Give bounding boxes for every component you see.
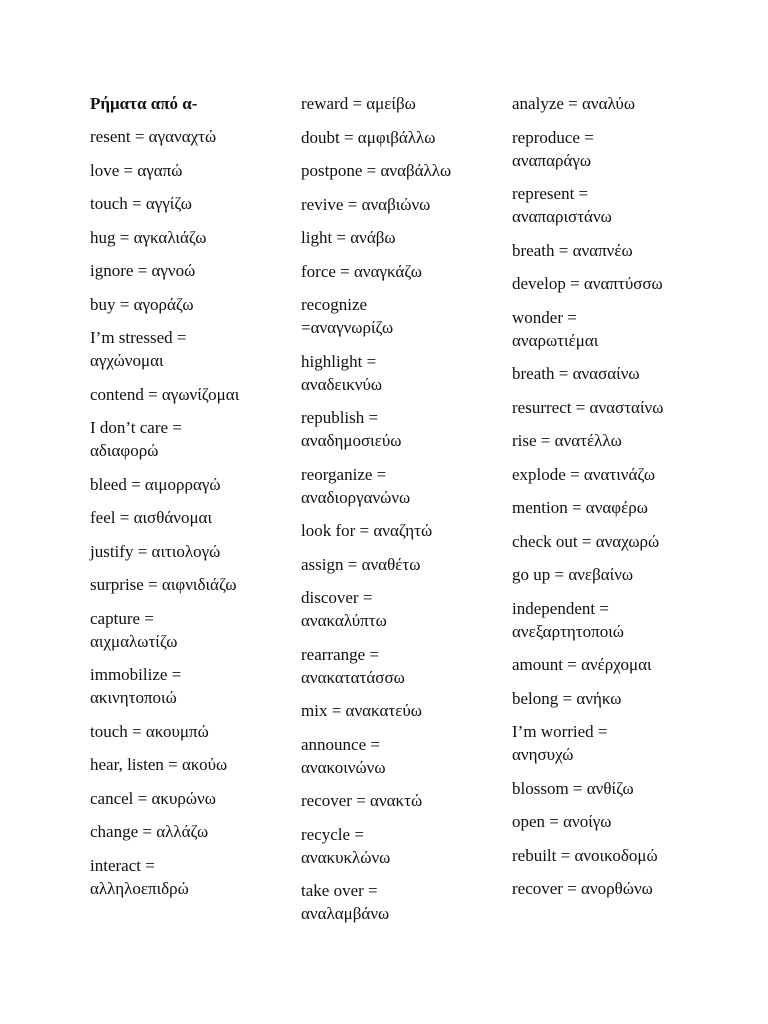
vocab-entry [512,877,712,900]
vocab-entry-line: love = αγαπώ [90,160,183,180]
vocab-entry [90,820,290,843]
vocab-entry [301,406,501,452]
vocab-entry [90,573,290,596]
vocab-entry-line: republish = [301,408,379,427]
vocab-entry [512,272,712,295]
vocab-entry-line: rearrange = [301,644,380,664]
vocab-entry-line: touch = αγγίζω [90,194,192,213]
vocab-entry-line: discover = [301,588,373,607]
vocabulary-column-1 [90,92,290,910]
vocab-entry-line: blossom = ανθίζω [512,778,634,798]
vocab-entry-line: independent = [512,598,609,618]
vocab-entry-line: breath = ανασαίνω [512,364,640,383]
vocab-entry-line: amount = ανέρχομαι [512,655,652,674]
vocab-entry [301,92,501,115]
vocab-entry-line: mention = αναφέρω [512,498,648,517]
vocab-entry-line: hear, listen = ακούω [90,755,228,774]
vocab-entry [90,473,290,496]
vocab-entry-continuation: ανεξαρτητοποιώ [512,621,624,641]
vocab-entry-line: reward = αμείβω [301,94,416,113]
vocab-entry [512,362,712,385]
vocab-entry-line: announce = [301,734,380,754]
vocab-entry-line: highlight = [301,351,377,371]
vocab-entry-line: capture = [90,608,154,628]
vocab-entry [512,810,712,833]
vocab-entry [301,260,501,283]
vocab-entry-line: feel = αισθάνομαι [90,508,213,527]
vocab-entry-line: buy = αγοράζω [90,294,194,314]
vocab-entry-line: I don’t care = [90,418,182,437]
vocab-entry [301,879,501,925]
vocab-entry-continuation: αλληλοεπιδρώ [90,878,189,898]
vocab-entry-continuation: =αναγνωρίζω [301,318,394,337]
vocab-entry [90,416,290,462]
vocab-entry [512,563,712,586]
vocab-entry [512,720,712,766]
vocab-entry-line: go up = ανεβαίνω [512,565,634,584]
vocab-entry [512,126,712,172]
vocab-entry-line: belong = ανήκω [512,688,622,708]
vocab-entry [301,226,501,249]
vocab-entry [301,553,501,576]
vocab-entry-line: develop = αναπτύσσω [512,274,663,293]
vocab-entry [512,687,712,710]
vocab-entry [301,643,501,689]
vocab-entry-line: reorganize = [301,464,387,484]
vocab-entry-line: contend = αγωνίζομαι [90,384,240,404]
vocab-entry-line: reproduce = [512,127,594,147]
vocab-entry [301,293,501,339]
vocab-entry-line: check out = αναχωρώ [512,531,660,551]
vocab-entry [90,540,290,563]
vocab-entry [512,777,712,800]
vocab-entry [301,193,501,216]
vocab-entry-continuation: ανακατατάσσω [301,667,405,687]
vocab-entry-continuation: αναπαράγω [512,150,592,170]
vocab-entry [90,854,290,900]
vocab-entry-line: rebuilt = ανοικοδομώ [512,845,658,865]
vocab-entry-continuation: ανησυχώ [512,745,574,764]
vocab-entry [90,259,290,282]
vocab-entry-line: take over = [301,881,378,900]
vocab-entry-continuation: αναδεικνύω [301,374,383,394]
vocab-entry-continuation: ανακοινώνω [301,757,386,777]
vocabulary-column-3 [512,92,712,911]
vocab-entry [90,159,290,182]
vocab-entry-continuation: αδιαφορώ [90,441,159,460]
vocab-entry-line: bleed = αιμορραγώ [90,474,221,494]
vocab-entry [301,733,501,779]
vocab-entry [512,496,712,519]
vocab-entry-continuation: ακινητοποιώ [90,688,177,707]
vocab-entry [301,519,501,542]
vocabulary-column-2 [301,92,501,936]
vocab-entry-line: immobilize = [90,665,182,684]
vocab-entry [512,306,712,352]
vocab-entry-continuation: ανακαλύπτω [301,611,387,630]
vocab-entry [90,663,290,709]
vocab-entry-line: recycle = [301,824,364,844]
vocab-entry-line: change = αλλάζω [90,822,209,841]
vocab-entry [90,607,290,653]
vocab-entry-line: surprise = αιφνιδιάζω [90,575,237,594]
vocab-entry-line: force = αναγκάζω [301,261,422,281]
vocab-entry [301,159,501,182]
vocab-entry-continuation: αναπαριστάνω [512,207,612,226]
vocab-entry [90,192,290,215]
vocab-entry [90,226,290,249]
vocab-entry-continuation: αναδημοσιεύω [301,431,402,450]
vocab-entry [512,653,712,676]
vocab-entry-line: rise = ανατέλλω [512,431,622,450]
vocab-entry [90,753,290,776]
vocab-entry [301,823,501,869]
vocab-entry [301,350,501,396]
vocab-entry [512,429,712,452]
vocab-entry-line: touch = ακουμπώ [90,721,209,741]
document-title: Ρήματα από α- [90,94,198,113]
vocab-entry [301,463,501,509]
vocab-entry-line: interact = [90,855,155,875]
vocab-entry [90,383,290,406]
vocab-entry [90,506,290,529]
vocab-entry-continuation: αναλαμβάνω [301,904,390,923]
vocab-entry-line: doubt = αμφιβάλλω [301,127,436,147]
vocab-entry [90,720,290,743]
vocab-entry [90,293,290,316]
vocab-entry [512,92,712,115]
vocab-entry-line: revive = αναβιώνω [301,194,431,214]
vocab-entry [90,787,290,810]
vocab-entry-line: wonder = [512,307,577,327]
vocab-entry [512,396,712,419]
vocab-entry-line: cancel = ακυρώνω [90,788,216,808]
vocab-entry-line: hug = αγκαλιάζω [90,227,207,247]
vocab-entry-line: breath = αναπνέω [512,240,633,260]
vocab-entry-line: ignore = αγνοώ [90,261,196,280]
vocab-entry [301,126,501,149]
vocab-entry-continuation: αναδιοργανώνω [301,487,411,507]
vocab-entry [301,699,501,722]
vocab-entry [512,844,712,867]
vocab-entry-continuation: αιχμαλωτίζω [90,631,178,651]
vocab-entry-line: open = ανοίγω [512,812,612,831]
vocab-entry-line: assign = αναθέτω [301,554,421,574]
vocab-entry-continuation: αγχώνομαι [90,351,164,370]
vocab-entry [301,789,501,812]
vocab-entry [512,239,712,262]
vocab-entry-line: mix = ανακατεύω [301,701,422,720]
vocab-entry-line: recognize [301,295,368,314]
vocab-entry [90,326,290,372]
vocab-entry [512,182,712,228]
vocab-entry-line: look for = αναζητώ [301,521,433,540]
vocab-entry-line: resurrect = ανασταίνω [512,397,664,417]
vocab-entry-line: resent = αγαναχτώ [90,127,217,146]
vocab-entry [512,463,712,486]
vocab-entry-line: I’m worried = [512,722,608,741]
vocab-entry-line: explode = ανατινάζω [512,464,656,484]
vocab-entry-line: light = ανάβω [301,228,396,247]
vocab-entry [512,597,712,643]
vocab-entry [301,586,501,632]
vocab-entry-line: represent = [512,184,589,203]
vocab-entry-line: postpone = αναβάλλω [301,161,452,180]
vocab-entry-continuation: αναρωτιέμαι [512,330,599,350]
vocab-entry-line: justify = αιτιολογώ [90,541,221,561]
vocab-entry-line: recover = ανακτώ [301,791,423,810]
vocab-entry-line: recover = ανορθώνω [512,879,653,898]
vocab-entry-line: analyze = αναλύω [512,94,636,113]
vocab-entry-continuation: ανακυκλώνω [301,847,391,867]
vocab-entry-line: I’m stressed = [90,328,187,347]
vocab-entry [512,530,712,553]
vocab-entry [90,125,290,148]
